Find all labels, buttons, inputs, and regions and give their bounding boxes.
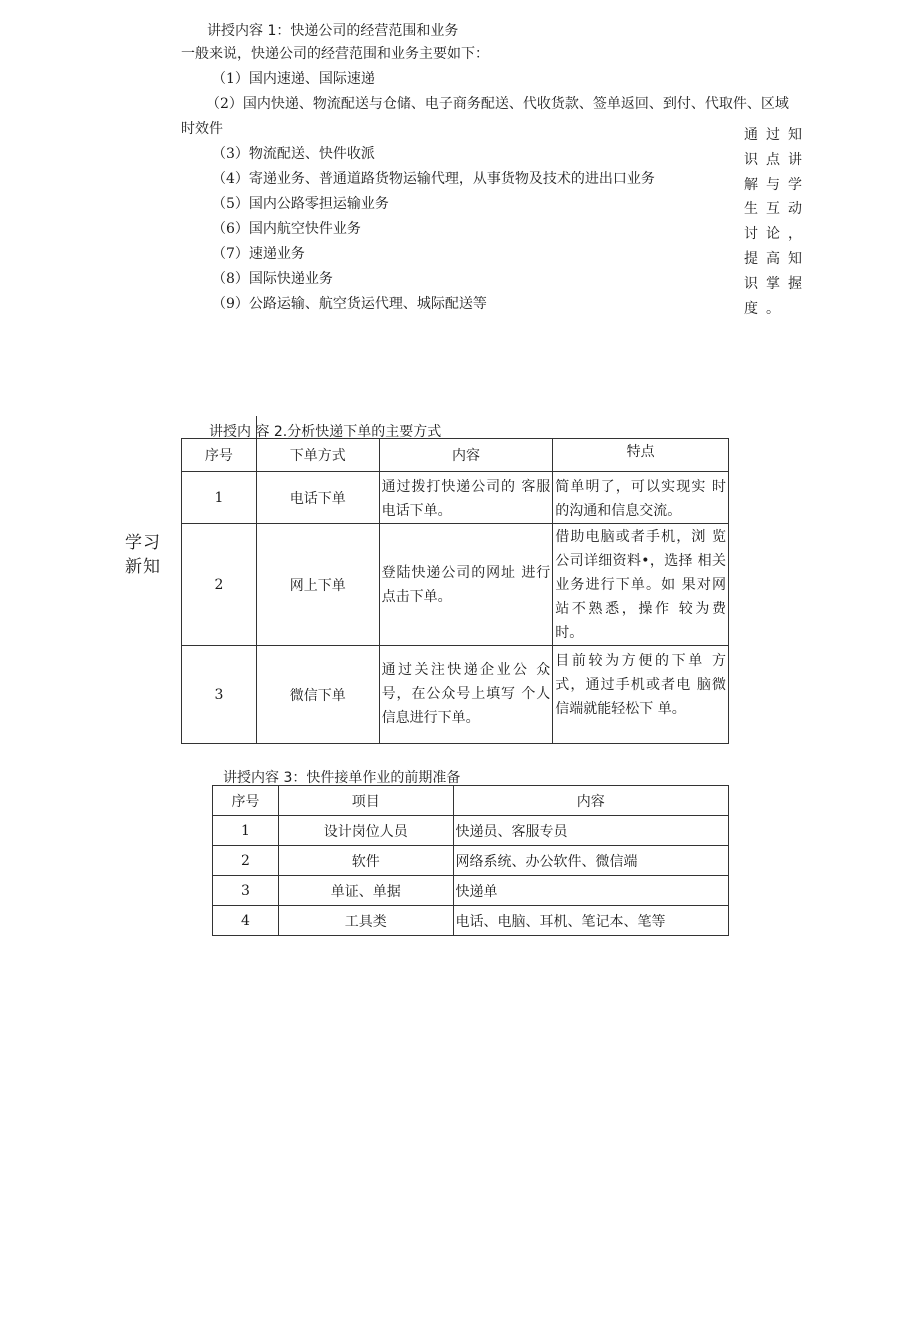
list-item: （4）寄递业务、普通道路货物运输代理，从事货物及技术的进出口业务 bbox=[212, 171, 655, 187]
preparation-table bbox=[212, 785, 729, 936]
header-cell: 序号 bbox=[182, 439, 257, 472]
cell-content: 快递单 bbox=[453, 876, 728, 906]
cell-no: 2 bbox=[182, 524, 257, 646]
side-note-line: 识掌握 bbox=[744, 275, 810, 292]
list-item: （3）物流配送、快件收派 bbox=[212, 146, 375, 162]
order-methods-table bbox=[181, 438, 729, 744]
side-note-line: 生互动 bbox=[744, 201, 810, 218]
list-item: （9）公路运输、航空货运代理、城际配送等 bbox=[212, 296, 487, 312]
header-cell: 特点 bbox=[553, 439, 729, 472]
cell-feature: 简单明了，可以实现实 时的沟通和信息交流。 bbox=[553, 472, 729, 524]
side-note bbox=[744, 123, 810, 321]
cell-no: 1 bbox=[213, 816, 279, 846]
side-note-line: 提高知 bbox=[744, 250, 810, 267]
header-cell: 项目 bbox=[278, 786, 453, 816]
section2-heading-part: 讲授内 bbox=[209, 424, 251, 440]
column-divider bbox=[256, 416, 257, 438]
list-item: （1）国内速递、国际速递 bbox=[212, 71, 375, 87]
section2-heading-part: 容 2.分析快递下单的主要方式 bbox=[255, 424, 442, 440]
list-item: （6）国内航空快件业务 bbox=[212, 221, 361, 237]
header-cell: 内容 bbox=[379, 439, 553, 472]
table-row bbox=[213, 846, 729, 876]
side-note-line: 解与学 bbox=[744, 176, 810, 193]
table-row bbox=[213, 906, 729, 936]
list-item: （8）国际快递业务 bbox=[212, 271, 333, 287]
cell-content: 登陆快递公司的网址 进行点击下单。 bbox=[379, 524, 553, 646]
cell-content: 通过拨打快递公司的 客服电话下单。 bbox=[379, 472, 553, 524]
section-label bbox=[125, 531, 161, 579]
cell-content: 快递员、客服专员 bbox=[453, 816, 728, 846]
side-note-line: 讨论， bbox=[744, 226, 810, 243]
cell-method: 微信下单 bbox=[256, 646, 379, 744]
section3-heading: 讲授内容 3：快件接单作业的前期准备 bbox=[223, 770, 461, 786]
header-cell: 内容 bbox=[453, 786, 728, 816]
cell-content: 网络系统、办公软件、微信端 bbox=[453, 846, 728, 876]
cell-feature: 借助电脑或者手机，浏 览公司详细资料•，选择 相关业务进行下单。如 果对网站不熟悉，操作 较为费时。 bbox=[553, 524, 729, 646]
cell-content: 通过关注快递企业公 众号，在公众号上填写 个人信息进行下单。 bbox=[379, 646, 553, 744]
cell-no: 3 bbox=[182, 646, 257, 744]
section1-heading: 讲授内容 1：快递公司的经营范围和业务 bbox=[207, 23, 459, 39]
cell-content: 电话、电脑、耳机、笔记本、笔等 bbox=[453, 906, 728, 936]
section1-intro: 一般来说，快递公司的经营范围和业务主要如下： bbox=[181, 46, 489, 62]
cell-feature: 目前较为方便的下单 方式，通过手机或者电 脑微信端就能轻松下 单。 bbox=[553, 646, 729, 744]
table-row bbox=[213, 876, 729, 906]
header-cell: 序号 bbox=[213, 786, 279, 816]
list-item: （7）速递业务 bbox=[212, 246, 305, 262]
cell-no: 3 bbox=[213, 876, 279, 906]
cell-no: 2 bbox=[213, 846, 279, 876]
side-note-line: 通过知 bbox=[744, 127, 810, 143]
cell-no: 4 bbox=[213, 906, 279, 936]
table-row bbox=[182, 472, 729, 524]
cell-no: 1 bbox=[182, 472, 257, 524]
header-cell: 下单方式 bbox=[256, 439, 379, 472]
cell-item: 设计岗位人员 bbox=[278, 816, 453, 846]
side-note-line: 识点讲 bbox=[744, 151, 810, 168]
table-header-row bbox=[182, 439, 729, 472]
section-label-line: 学习 bbox=[125, 533, 161, 553]
cell-item: 单证、单据 bbox=[278, 876, 453, 906]
side-note-line: 度。 bbox=[744, 300, 788, 317]
list-item: （2）国内快递、物流配送与仓储、电子商务配送、代收货款、签单返回、到付、代取件、区域 bbox=[206, 96, 789, 112]
cell-method: 网上下单 bbox=[256, 524, 379, 646]
list-item: 时效件 bbox=[181, 121, 223, 137]
table-row bbox=[182, 646, 729, 744]
table-row bbox=[213, 816, 729, 846]
cell-method: 电话下单 bbox=[256, 472, 379, 524]
table-row bbox=[182, 524, 729, 646]
cell-item: 工具类 bbox=[278, 906, 453, 936]
table-header-row bbox=[213, 786, 729, 816]
cell-item: 软件 bbox=[278, 846, 453, 876]
section-label-line: 新知 bbox=[125, 557, 161, 577]
list-item: （5）国内公路零担运输业务 bbox=[212, 196, 389, 212]
